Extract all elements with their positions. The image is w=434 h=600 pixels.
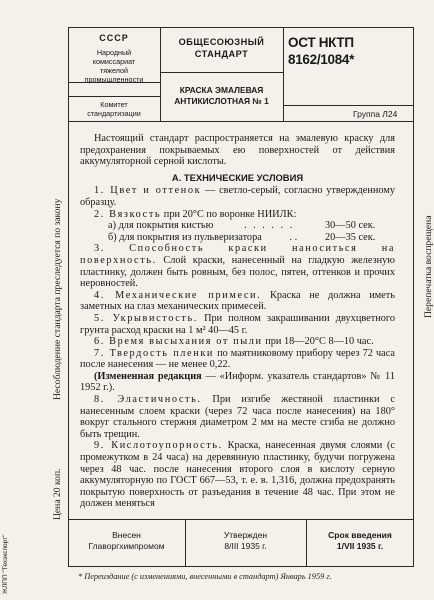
item-1-heading: 1. Цвет и оттенок [94, 185, 202, 197]
footer-top-rule [68, 519, 414, 520]
item-5-heading: 5. Укрывистость. [94, 312, 198, 324]
intro-paragraph: Настоящий стандарт распространяется на эмалевую краску для предохранения покрываемых ею поверхностей от действия аккумуляторной серной кислоты. [80, 133, 395, 168]
submitted-by [68, 530, 185, 552]
title-line-2: АНТИКИСЛОТНАЯ № 1 [174, 96, 269, 106]
reprint-notice-vertical: Перепечатка воспрещена [423, 215, 434, 318]
item-7 [80, 348, 395, 371]
item-2 [80, 209, 395, 221]
item-6-text: при 18—20°C 8—10 час. [262, 336, 374, 348]
publisher-stamp-vertical: ЖЛПП "Техэкспорт" [2, 534, 9, 594]
effective-date [306, 530, 414, 552]
amendment-note [80, 371, 395, 394]
header-bottom-rule [68, 121, 414, 122]
item-3-text: Слой краски, нанесенный на гладкую железную пластинку, должен быть ровным, без полос, пятен, оттенков и прочих неровностей. [80, 254, 395, 290]
reissue-footnote: * Переиздание (с изменениями, внесенными в стандарт) Январь 1959 г. [78, 572, 332, 581]
item-9-heading: 9. Кислотоупорность. [94, 440, 223, 452]
code-line-1: ОСТ НКТП [288, 35, 354, 50]
submitted-label: Внесен [112, 530, 141, 540]
approved [185, 530, 306, 552]
item-7-text: по маятниковому прибору через 72 часа после нанесения — не менее 0,22. [80, 347, 395, 371]
item-2a-label: а) для покрытия кистью [108, 220, 214, 232]
committee-line-2: стандартизации [87, 109, 141, 118]
item-8-heading: 8. Эластичность. [94, 394, 202, 406]
item-5 [80, 313, 395, 336]
item-5-text: При полном закрашивании двухцветного грунта расход краски на 1 м² 40—45 г. [80, 312, 395, 336]
item-6 [80, 336, 395, 348]
item-1-text: — светло-серый, согласно утвержденному образцу. [80, 185, 395, 208]
org-line-4: промышленности [84, 75, 144, 84]
committee-line-1: Комитет [100, 100, 128, 109]
price-vertical: Цена 20 коп. [52, 468, 63, 520]
title-line-1: КРАСКА ЭМАЛЕВАЯ [179, 85, 264, 95]
item-4 [80, 290, 395, 313]
effective-label: Срок введения [328, 530, 392, 540]
item-7-heading: 7. Твердость пленки [94, 347, 215, 359]
standard-code [288, 34, 412, 68]
org-line-1: Народный [96, 48, 132, 57]
org-block [68, 48, 160, 84]
section-title: А. ТЕХНИЧЕСКИЕ УСЛОВИЯ [171, 171, 304, 183]
item-2b-label: б) для покрытия из пульверизатора [108, 231, 262, 243]
item-6-heading: 6. Время высыхания от пыли [94, 336, 263, 348]
header-left-rule-2 [68, 96, 160, 97]
item-2-text: при 20°C по воронке НИИЛК: [161, 208, 297, 220]
item-2a: а) для покрытия кистью . . . . . . 30—50 сек. [80, 220, 395, 232]
org-line-2: комиссариат [92, 57, 136, 66]
item-3 [80, 243, 395, 289]
item-8-text: При изгибе жестяной пластинки с нанесенным слоем краски (через 72 часа после нанесения) на 180° вокруг стального стержня диаметром 2 мм на месте сгиба не должно быть трещин. [80, 394, 395, 440]
document-title [160, 85, 283, 107]
item-2a-value: 30—50 сек. [325, 220, 376, 232]
amendment-text: — «Информ. указатель стандартов» № 11 1952 г.). [80, 370, 395, 394]
amendment-label: (Измененная редакция [94, 370, 202, 382]
effective-value: 1/VII 1935 г. [336, 541, 384, 551]
item-3-heading: 3. Способность краски наноситься на поверхность. [80, 243, 395, 266]
item-2b: б) для покрытия из пульверизатора . . 20—35 сек. [80, 232, 395, 244]
item-2-heading: 2. Вязкость [94, 208, 162, 220]
submitted-value: Главоргхимпромом [88, 541, 165, 551]
item-2b-value: 20—35 сек. [325, 231, 376, 243]
approved-date: 8/III 1935 г. [224, 541, 267, 551]
item-9 [80, 440, 395, 510]
header-center-rule [160, 72, 283, 73]
group-label: Группа Л24 [353, 109, 398, 119]
document-body [80, 133, 395, 510]
standard-type-line-1: ОБЩЕСОЮЗНЫЙ [178, 37, 265, 47]
code-line-2: 8162/1084* [288, 52, 355, 67]
standard-type-line-2: СТАНДАРТ [194, 49, 249, 59]
item-9-text: Краска, нанесенная двумя слоями (с промежутком в 24 часа) на деревянную пластинку, будучи погружена через 48 час. после нанесения второго слоя в кислоту серную аккумуляторную по ГОСТ 667—53, т. е. в. 1,316, должна предохранять покрытую поверхность от разъедания в течение 48 час. При этом не должен меняться [80, 440, 396, 510]
header-divider-right [283, 27, 284, 121]
committee-block [68, 100, 160, 118]
item-4-text: Краска не должна иметь заметных на глаз механических примесей. [80, 289, 395, 313]
approved-label: Утвержден [223, 530, 268, 540]
country-label: СССР [99, 33, 129, 43]
item-8 [80, 394, 395, 440]
org-line-3: тяжелой [99, 66, 129, 75]
header-right-rule [283, 105, 414, 106]
law-notice-vertical: Несоблюдение стандарта преследуется по закону [52, 198, 63, 400]
item-1 [80, 185, 395, 208]
standard-type [160, 36, 283, 60]
item-4-heading: 4. Механические примеси. [94, 289, 262, 301]
